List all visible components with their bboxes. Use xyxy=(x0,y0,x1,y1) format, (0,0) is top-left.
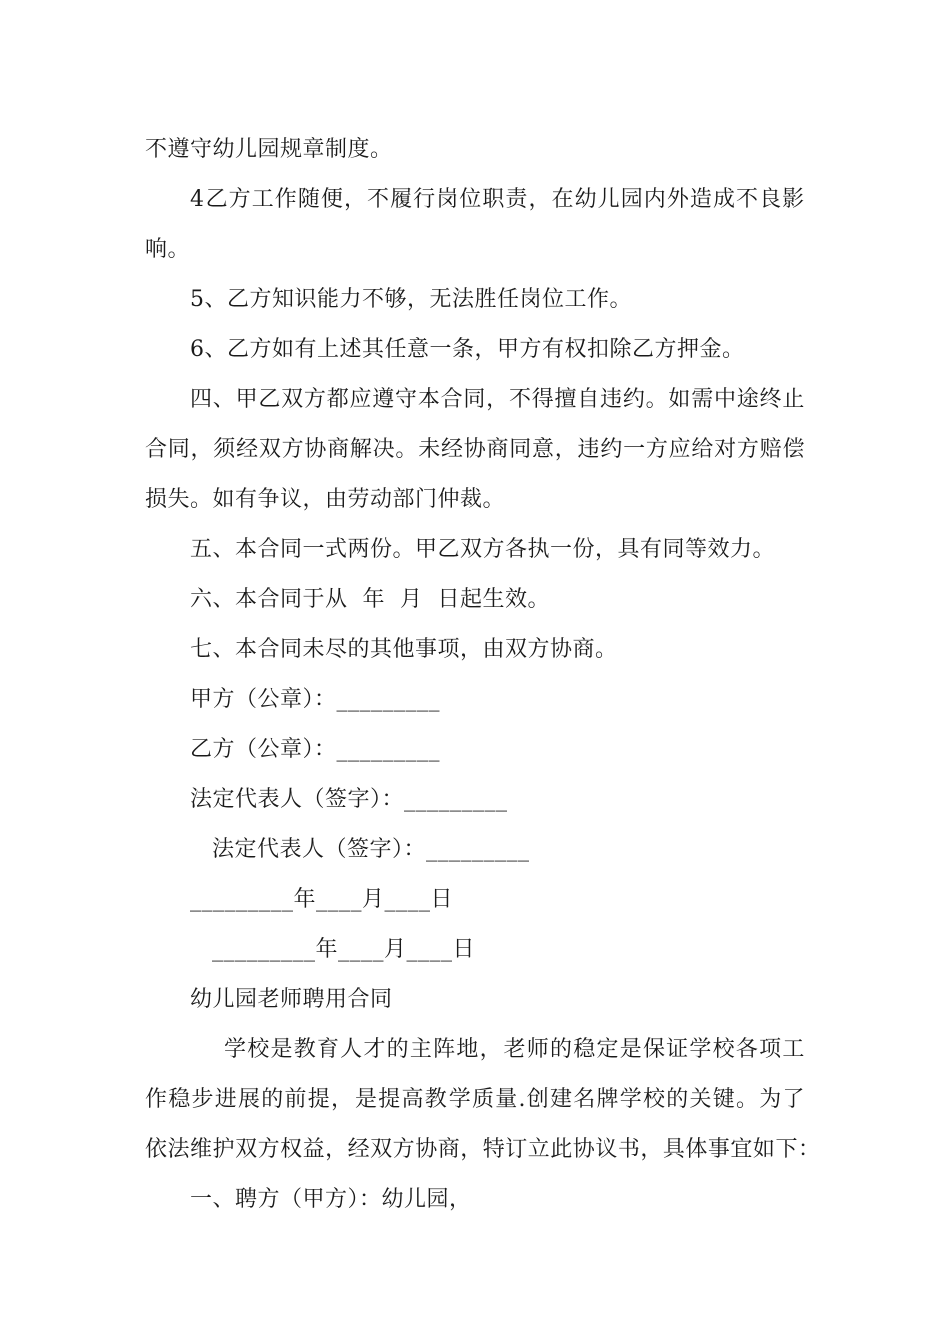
text-line-9: 五、本合同一式两份。甲乙双方各执一份，具有同等效力。 xyxy=(190,537,776,562)
text-line-21: 依 法 维 护 双 方 权 益 ， 经 双 方 协 商 ， 特 订 立 此 协 议 书 ， 具 体 事 宜 如 下 ： xyxy=(145,1137,821,1162)
text-line-1: 不遵守幼儿园规章制度。 xyxy=(145,137,393,162)
text-line-10: 六、本合同于从 年 月 日起生效。 xyxy=(190,587,550,612)
text-line-7: 合 同 ， 须 经 双 方 协 商 解 决 。 未 经 协 商 同 意 ， 违 约 一 方 应 给 对 方 赔 偿 xyxy=(145,437,805,462)
date-line-a: _________年____月____日 xyxy=(190,887,454,912)
date-line-b: _________年____月____日 xyxy=(212,937,476,962)
signature-party-a: 甲方（公章）：_________ xyxy=(190,687,441,712)
text-line-5: 6、乙方如有上述其任意一条，甲方有权扣除乙方押金。 xyxy=(190,337,745,362)
legal-rep-a: 法定代表人（签字）：_________ xyxy=(190,787,508,812)
section-title: 幼儿园老师聘用合同 xyxy=(190,987,393,1012)
legal-rep-b: 法定代表人（签字）：_________ xyxy=(212,837,530,862)
text-line-8: 损失。如有争议，由劳动部门仲裁。 xyxy=(145,487,506,512)
text-line-2: 4 乙 方 工 作 随 便 ， 不 履 行 岗 位 职 责 ， 在 幼 儿 园 内 外 造 成 不 良 影 xyxy=(190,187,805,212)
text-line-6: 四 、 甲 乙 双 方 都 应 遵 守 本 合 同 ， 不 得 擅 自 违 约 。 如 需 中 途 终 止 xyxy=(190,387,805,412)
text-line-20: 作 稳 步 进 展 的 前 提 ， 是 提 高 教 学 质 量 . 创 建 名 牌 学 校 的 关 键 。 为 了 xyxy=(145,1087,805,1112)
text-line-11: 七、本合同未尽的其他事项，由双方协商。 xyxy=(190,637,618,662)
text-line-19: 学 校 是 教 育 人 才 的 主 阵 地 ， 老 师 的 稳 定 是 保 证 学 校 各 项 工 xyxy=(224,1037,805,1062)
text-line-4: 5、乙方知识能力不够，无法胜任岗位工作。 xyxy=(190,287,632,312)
text-line-3: 响。 xyxy=(145,237,191,262)
text-line-22: 一、聘方（甲方）：幼儿园， xyxy=(190,1187,472,1212)
signature-party-b: 乙方（公章）：_________ xyxy=(190,737,441,762)
